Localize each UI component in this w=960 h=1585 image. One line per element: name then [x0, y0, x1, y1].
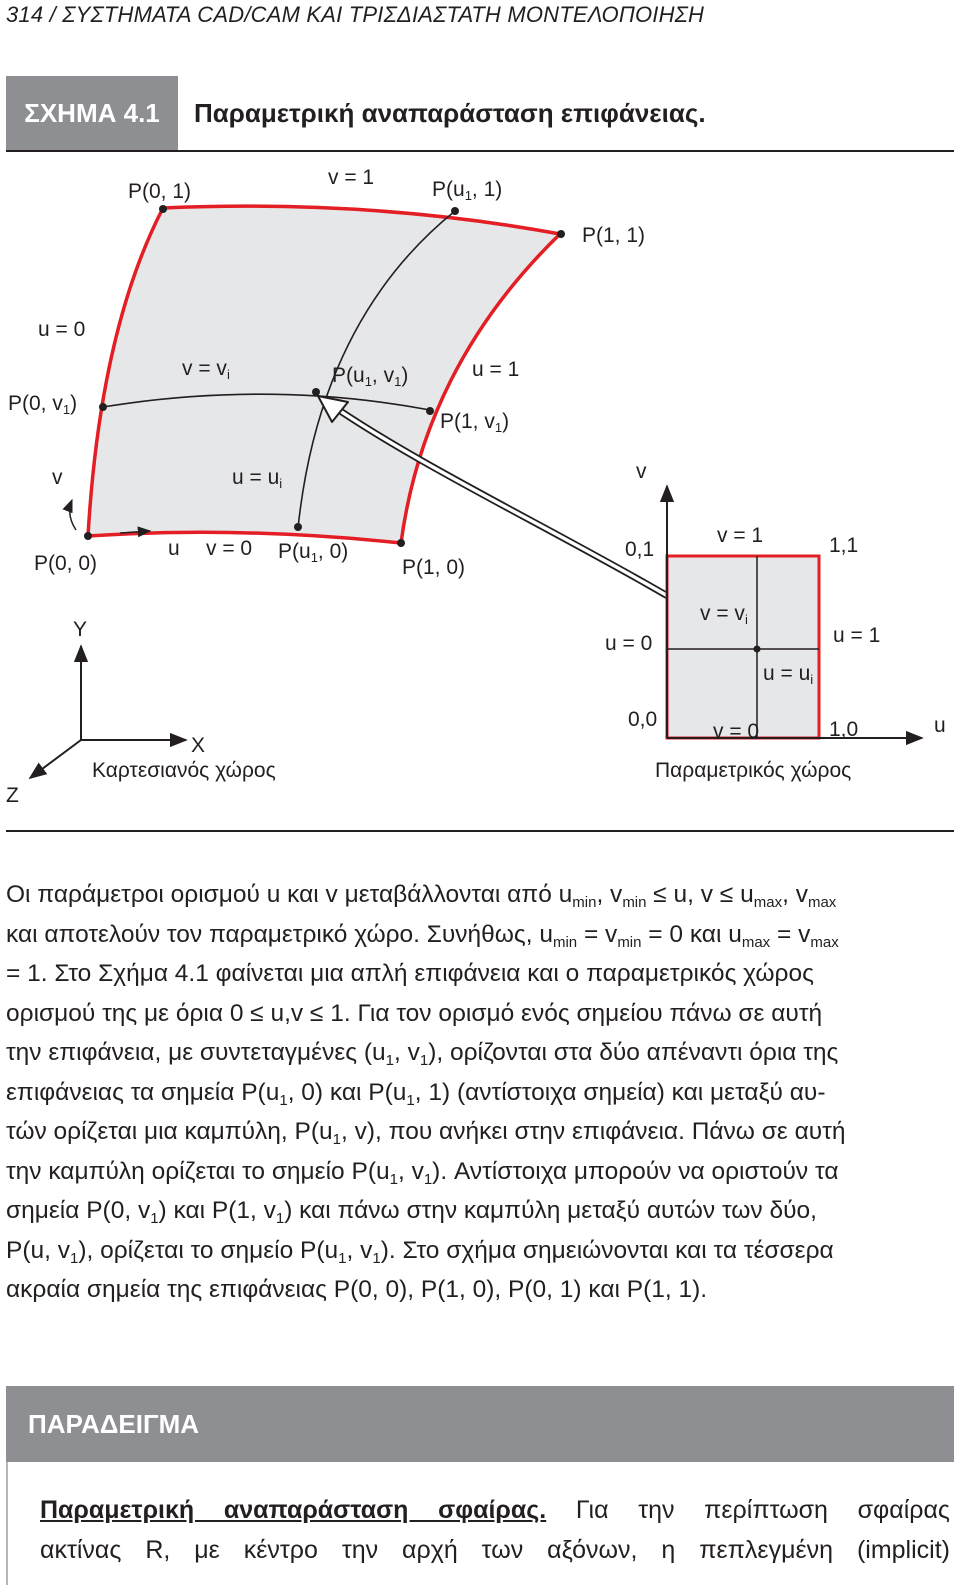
label-param-v-axis: v: [636, 460, 647, 483]
paragraph-line: την επιφάνεια, με συντεταγμένες ($u_1$, $v_1$), ορίζονται στα δύο απέναντι όρια της: [6, 1039, 839, 1069]
point-p01: [159, 205, 167, 213]
paragraph-line: τών ορίζεται μια καμπύλη, $P(u_1$, v), που ανήκει στην επιφάνεια. Πάνω σε αυτή: [6, 1118, 846, 1148]
label-u-ui: u = ui: [232, 466, 283, 491]
paragraph-line: P(u, $v_1$), ορίζεται το σημείο $P(u_1$, $v_1$). Στο σχήμα σημειώνονται και τα τέσσερα: [6, 1236, 834, 1267]
label-param-v1: v = 1: [717, 524, 764, 547]
label-axis-y: Y: [73, 618, 88, 641]
label-corner-00: 0,0: [628, 708, 658, 731]
parametric-square: [667, 556, 819, 738]
point-p11: [557, 230, 565, 238]
label-param-v-vi: v = vi: [700, 602, 748, 627]
example-line: Παραμετρική αναπαράσταση σφαίρας. Για την περίπτωση σφαίρας: [40, 1496, 950, 1524]
figure-title: Παραμετρική αναπαράσταση επιφάνειας.: [194, 98, 706, 128]
label-p01: P(0, 1): [128, 180, 192, 203]
example-line: ακτίνας R, με κέντρο την αρχή των αξόνων, η πεπλεγμένη (implicit): [40, 1536, 950, 1564]
v-direction-arrow: [70, 500, 76, 530]
label-corner-11: 1,1: [829, 534, 859, 557]
figure-bottom-rule: [6, 830, 954, 832]
paragraph-line: ορισμού της με όρια 0 ≤ u,v ≤ 1. Για τον ορισμό ενός σημείου πάνω σε αυτή: [6, 999, 823, 1027]
z-axis: [30, 740, 81, 778]
label-pu1-1: P(u1, 1): [432, 178, 503, 203]
label-v-vi: v = vi: [182, 357, 230, 382]
example-body: [40, 1490, 950, 1570]
point-p0v1: [99, 403, 107, 411]
example-header-bar: [6, 1386, 954, 1462]
point-pu10: [294, 523, 302, 531]
label-v-direction: v: [52, 466, 63, 489]
paragraph-line: ακραία σημεία της επιφάνειας P(0, 0), P(1, 0), P(0, 1) και P(1, 1).: [6, 1276, 708, 1303]
caption-parametric: Παραμετρικός χώρος: [655, 759, 852, 782]
label-corner-10: 1,0: [829, 718, 859, 741]
label-param-u0: u = 0: [605, 632, 653, 655]
caption-cartesian: Καρτεσιανός χώρος: [92, 759, 276, 782]
figure-number: ΣΧΗΜΑ 4.1: [6, 76, 178, 150]
example-side-rule: [6, 1462, 8, 1585]
label-p10: P(1, 0): [402, 556, 466, 579]
paragraph-line: = 1. Στο Σχήμα 4.1 φαίνεται μια απλή επιφάνεια και ο παραμετρικός χώρος: [6, 960, 814, 987]
paragraph-line: και αποτελούν τον παραμετρικό χώρο. Συνήθως, $u_{min} = v_{min} = 0$ και $u_{max} = v_{max}$: [6, 920, 839, 951]
label-param-v0: v = 0: [713, 720, 760, 743]
paragraph-line: σημεία P(0, $v_1$) και P(1, $v_1$) και πάνω στην καμπύλη μεταξύ αυτών των δύο,: [6, 1197, 817, 1227]
label-pu10: P(u1, 0): [278, 540, 349, 565]
paragraph-line: επιφάνειας τα σημεία $P(u_1$, 0) και $P(u_1$, 1) (αντίστοιχα σημεία) και μεταξύ αυ-: [6, 1078, 826, 1109]
point-pu1-1: [451, 207, 459, 215]
point-pu1v1: [312, 388, 320, 396]
label-u1: u = 1: [472, 358, 520, 381]
label-axis-x: X: [191, 734, 206, 757]
example-title: Παραμετρική αναπαράσταση σφαίρας.: [40, 1496, 547, 1524]
label-p0v1: P(0, v1): [8, 392, 78, 417]
label-u0: u = 0: [38, 318, 86, 341]
label-p11: P(1, 1): [582, 224, 646, 247]
paragraph-line: Οι παράμετροι ορισμού u και v μεταβάλλονται από $u_{min}$, $v_{min} \le u$, $v \le u_{max}$, $v_{max}$: [6, 881, 837, 911]
example-heading: ΠΑΡΑΔΕΙΓΜΑ: [28, 1409, 200, 1439]
point-p1v1: [426, 407, 434, 415]
label-p00: P(0, 0): [34, 552, 98, 575]
label-param-u1: u = 1: [833, 624, 881, 647]
label-param-u-axis: u: [934, 714, 946, 737]
label-v0-surface: v = 0: [206, 537, 253, 560]
running-head: 314 / ΣΥΣΤΗΜΑΤΑ CAD/CAM ΚΑΙ ΤΡΙΣΔΙΑΣΤΑΤΗ ΜΟΝΤΕΛΟΠΟΙΗΣΗ: [6, 2, 705, 27]
label-param-u-ui: u = ui: [763, 662, 814, 687]
label-axis-z: Z: [6, 784, 19, 807]
label-u-direction: u: [168, 537, 180, 560]
label-v1-top: v = 1: [328, 166, 375, 189]
point-p10: [397, 539, 405, 547]
param-point-ui-vi: [754, 646, 761, 653]
label-p1v1: P(1, v1): [440, 410, 510, 435]
body-paragraph: [6, 875, 950, 1310]
label-pu1v1: P(u1, v1): [332, 364, 409, 389]
point-p00: [84, 532, 92, 540]
paragraph-line: την καμπύλη ορίζεται το σημείο $P(u_1$, $v_1$). Αντίστοιχα μπορούν να οριστούν τα: [6, 1157, 839, 1188]
label-corner-01: 0,1: [625, 538, 655, 561]
